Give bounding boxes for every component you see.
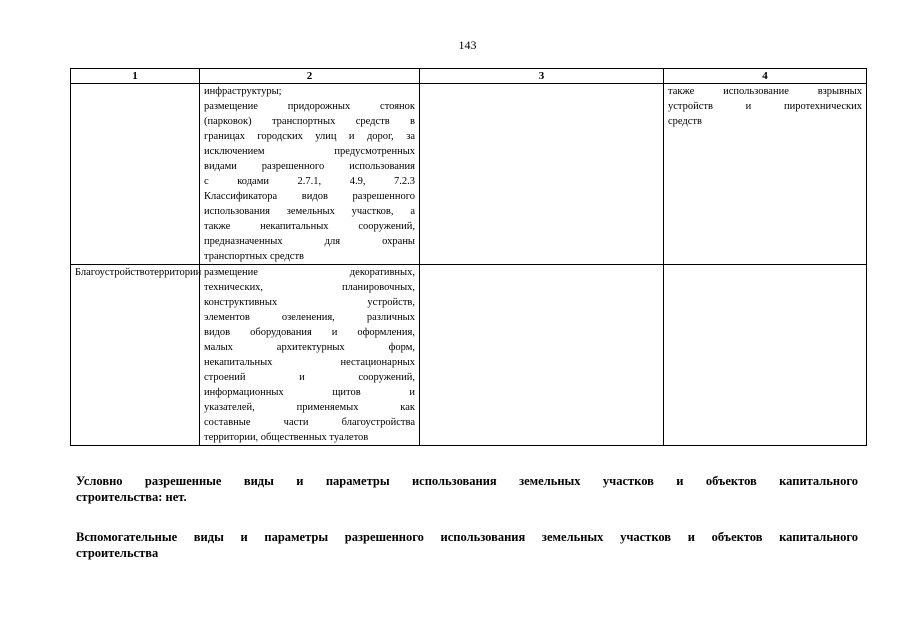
table-cell-col3: [420, 84, 664, 265]
text-line: информационных щитов и: [204, 387, 415, 398]
text-line: видов оборудования и оформления,: [204, 327, 415, 338]
column-header: 2: [200, 69, 420, 84]
table-cell-col4: [664, 84, 867, 265]
table-row: [71, 84, 867, 265]
table-cell-col3: [420, 265, 664, 446]
conditional-use-heading: [76, 473, 858, 505]
text-line: строительства: [76, 546, 159, 560]
text-line: некапитальных нестационарных: [204, 357, 415, 368]
text-line: размещение декоративных,: [204, 267, 415, 278]
text-line: составные части благоустройства: [204, 417, 415, 428]
column-header: 4: [664, 69, 867, 84]
text-line: также использование взрывных: [668, 86, 862, 97]
text-line: предназначенных для охраны: [204, 236, 415, 247]
table-cell-col1: [71, 84, 200, 265]
text-line: средств: [668, 116, 702, 127]
text-line: с кодами 2.7.1, 4.9, 7.2.3: [204, 176, 415, 187]
page-number: 143: [458, 38, 477, 52]
column-header: 1: [71, 69, 200, 84]
table-cell-col2: [200, 84, 420, 265]
text-line: территории: [149, 267, 202, 278]
text-line: территории, общественных туалетов: [204, 432, 369, 443]
text-line: малых архитектурных форм,: [204, 342, 415, 353]
table-cell-col1: [71, 265, 200, 446]
text-line: устройств и пиротехнических: [668, 101, 862, 112]
text-line: (парковок) транспортных средств в: [204, 116, 415, 127]
text-line: Классификатора видов разрешенного: [204, 191, 415, 202]
text-line: Вспомогательные виды и параметры разрешенного использования земельных участков и объектов капитального: [76, 530, 858, 544]
text-line: использования земельных участков, а: [204, 206, 415, 217]
text-line: элементов озеленения, различных: [204, 312, 415, 323]
text-line: Условно разрешенные виды и параметры использования земельных участков и объектов капитального: [76, 474, 858, 488]
text-line: строений и сооружений,: [204, 372, 415, 383]
text-line: границах городских улиц и дорог, за: [204, 131, 415, 142]
auxiliary-use-heading: [76, 529, 858, 561]
land-use-table: [70, 68, 867, 446]
text-line: технических, планировочных,: [204, 282, 415, 293]
text-line: исключением предусмотренных: [204, 146, 415, 157]
text-line: транспортных средств: [204, 251, 305, 262]
column-header: 3: [420, 69, 664, 84]
table-cell-col2: [200, 265, 420, 446]
table-header-row: [71, 69, 867, 84]
text-line: строительства: нет.: [76, 490, 187, 504]
table-cell-col4: [664, 265, 867, 446]
text-line: видами разрешенного использования: [204, 161, 415, 172]
text-line: размещение придорожных стоянок: [204, 101, 415, 112]
text-line: указателей, применяемых как: [204, 402, 415, 413]
table-row: [71, 265, 867, 446]
text-line: также некапитальных сооружений,: [204, 221, 415, 232]
text-line: инфраструктуры;: [204, 86, 282, 97]
text-line: Благоустройство: [75, 267, 150, 278]
text-line: конструктивных устройств,: [204, 297, 415, 308]
